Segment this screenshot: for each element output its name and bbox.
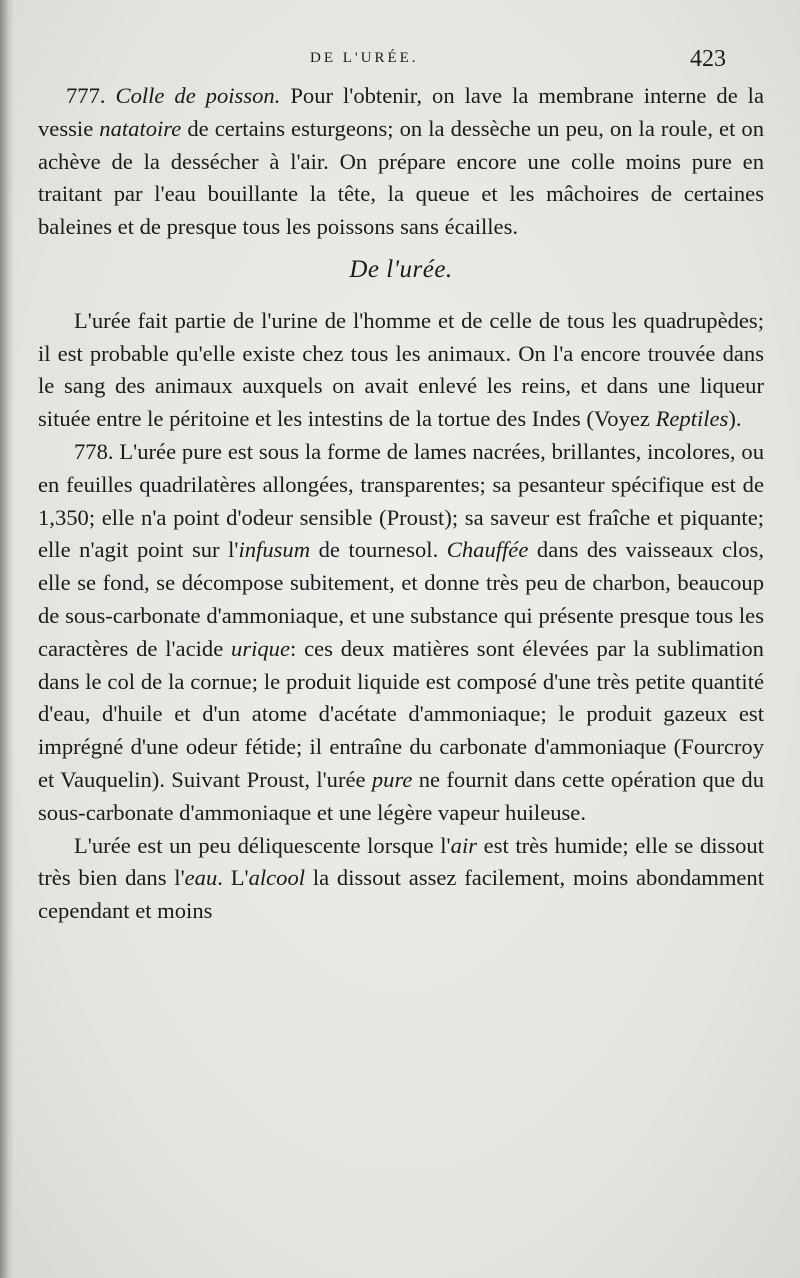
italic-term: infusum	[238, 537, 311, 563]
italic-term: air	[450, 832, 478, 858]
paragraph-text: de tournesol.	[310, 537, 447, 563]
paragraph-text: L'urée fait partie de l'urine de l'homme et de celle de tous les quadrupèdes; il est probable qu'elle existe chez tous les animaux. On l'a encore trouvée dans le sang des animaux auxquels on avait enlevé les reins, et dans une liqueur située entre le péritoine et les intestins de la tortue des Indes (Voyez	[38, 307, 764, 432]
paragraph-text: ne fournit dans cette opération que du sous-carbonate d'ammoniaque et une légère vapeur huileuse.	[38, 766, 764, 825]
italic-term: natatoire	[99, 115, 182, 141]
italic-term: Chauffée	[446, 537, 529, 563]
italic-term: alcool	[248, 865, 306, 891]
body-text	[38, 80, 764, 928]
italic-term: eau	[184, 865, 218, 891]
section-heading: De l'urée.	[349, 255, 453, 283]
paragraph-text: de certains esturgeons; on la dessèche un peu, on la roule, et on achève de la dessécher à l'air. On prépare encore une colle moins pure en traitant par l'eau bouillante la tête, la queue et les mâchoires de certaines baleines et de presque tous les poissons sans écailles.	[38, 115, 764, 240]
running-title: DE L'URÉE.	[310, 50, 419, 66]
running-head	[0, 46, 800, 76]
paragraph-text: L'urée pure est sous la forme de lames nacrées, brillantes, incolores, ou en feuilles quadrilatères allongées, transparentes; sa pesanteur spécifique est de 1,350; elle n'a point d'odeur sensible (Proust); sa saveur est fraîche et piquante; elle n'agit point sur l'	[38, 438, 764, 563]
paragraph-text: . L'	[217, 865, 249, 891]
page-edge-shadow	[0, 0, 14, 1278]
italic-term: pure	[371, 766, 413, 792]
paragraph-text: : ces deux matières sont élevées par la sublimation dans le col de la cornue; le produit liquide est composé d'une très petite quantité d'eau, d'huile et d'un atome d'acétate d'ammoniaque; le produit gazeux est imprégné d'une odeur fétide; il entraîne du carbonate d'ammoniaque (Fourcroy et Vauquelin). Suivant Proust, l'urée	[38, 635, 764, 792]
paragraph-number: 778.	[74, 438, 114, 464]
paragraph-text: L'urée est un peu déliquescente lorsque l'	[74, 832, 451, 858]
paragraph-intro	[38, 305, 764, 436]
paragraph-term: Colle de poisson.	[115, 83, 281, 108]
page-number: 423	[690, 46, 726, 72]
paragraph-text: ).	[728, 406, 742, 432]
paragraph-number: 777.	[66, 83, 106, 108]
paragraph-777	[38, 80, 764, 244]
italic-term: Reptiles	[655, 406, 729, 432]
paragraph-text: est très humide; elle se dissout très bien dans l'	[38, 832, 764, 891]
paragraph-text: Pour l'obtenir, on lave la membrane interne de la vessie	[38, 83, 764, 141]
paragraph-last	[38, 830, 764, 928]
italic-term: urique	[231, 635, 291, 661]
paragraph-778	[38, 436, 764, 830]
paragraph-text: dans des vaisseaux clos, elle se fond, se décompose subitement, et donne très peu de charbon, beaucoup de sous-carbonate d'ammoniaque, et une substance qui présente presque tous les caractères de l'acide	[38, 537, 764, 661]
paragraph-text: la dissout assez facilement, moins abondamment cependant et moins	[38, 865, 764, 924]
